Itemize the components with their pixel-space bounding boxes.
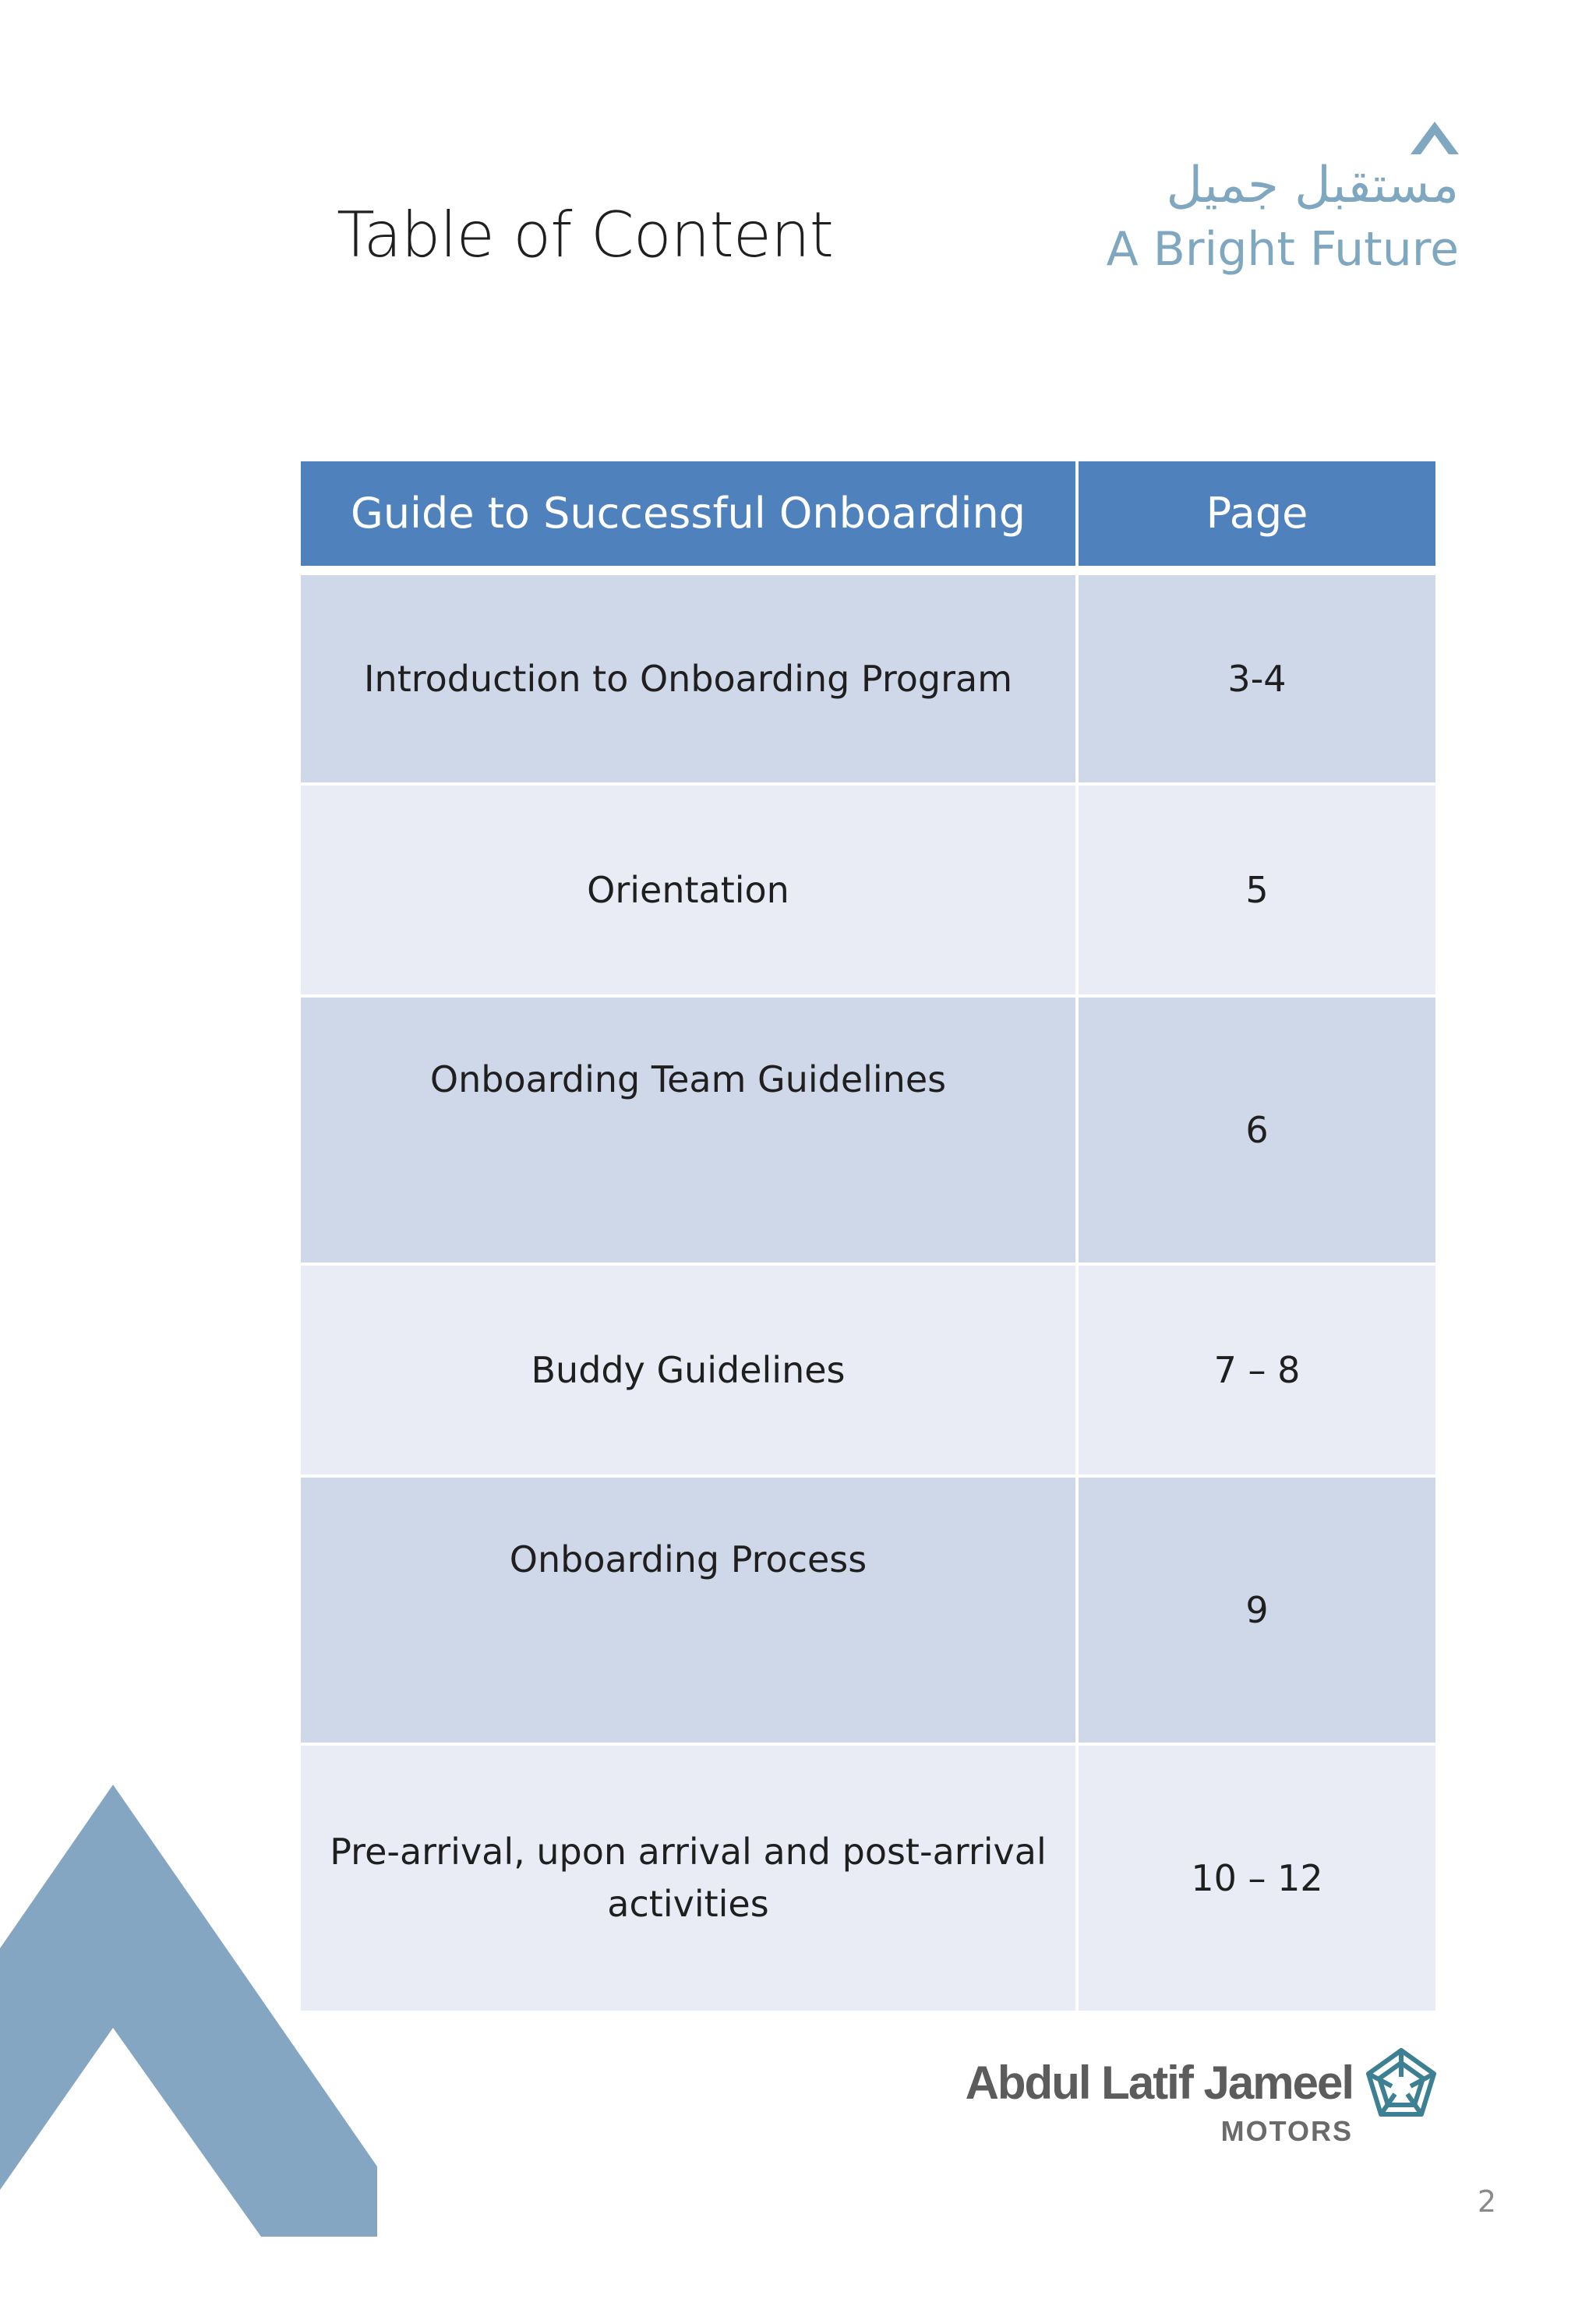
- tagline-english: A Bright Future: [1106, 222, 1459, 277]
- decorative-chevron-shape: [0, 1785, 377, 2237]
- toc-header-row: [301, 461, 1435, 575]
- tagline-arabic: مستقبل جميل: [1166, 157, 1459, 214]
- brand-name: Abdul Latif Jameel: [965, 2057, 1353, 2109]
- toc-row[interactable]: [301, 1746, 1435, 2014]
- toc-topic: Introduction to Onboarding Program: [301, 575, 1079, 786]
- geometric-star-icon: [1362, 2046, 1440, 2124]
- toc-page: 10 – 12: [1079, 1746, 1435, 2014]
- toc-page: 6: [1079, 998, 1435, 1266]
- toc-row[interactable]: [301, 786, 1435, 998]
- chevron-up-icon: [1411, 122, 1459, 154]
- toc-page: 9: [1079, 1478, 1435, 1746]
- toc-topic: Orientation: [301, 786, 1079, 998]
- toc-row[interactable]: [301, 998, 1435, 1266]
- toc-header-topic: Guide to Successful Onboarding: [301, 461, 1079, 575]
- brand-logo: [965, 2046, 1440, 2170]
- toc-table: [301, 461, 1435, 2014]
- toc-page: 7 – 8: [1079, 1266, 1435, 1478]
- brand-sub: MOTORS: [1220, 2115, 1353, 2147]
- page-number: 2: [1477, 2184, 1496, 2219]
- page-title: Table of Content: [337, 199, 834, 271]
- toc-header-page: Page: [1079, 461, 1435, 575]
- toc-topic: Buddy Guidelines: [301, 1266, 1079, 1478]
- toc-page: 3-4: [1079, 575, 1435, 786]
- toc-row[interactable]: [301, 1478, 1435, 1746]
- toc-topic: Onboarding Team Guidelines: [301, 998, 1079, 1266]
- toc-topic: Pre-arrival, upon arrival and post-arrival activities: [301, 1746, 1079, 2014]
- toc-topic: Onboarding Process: [301, 1478, 1079, 1746]
- toc-row[interactable]: [301, 575, 1435, 786]
- toc-page: 5: [1079, 786, 1435, 998]
- toc-row[interactable]: [301, 1266, 1435, 1478]
